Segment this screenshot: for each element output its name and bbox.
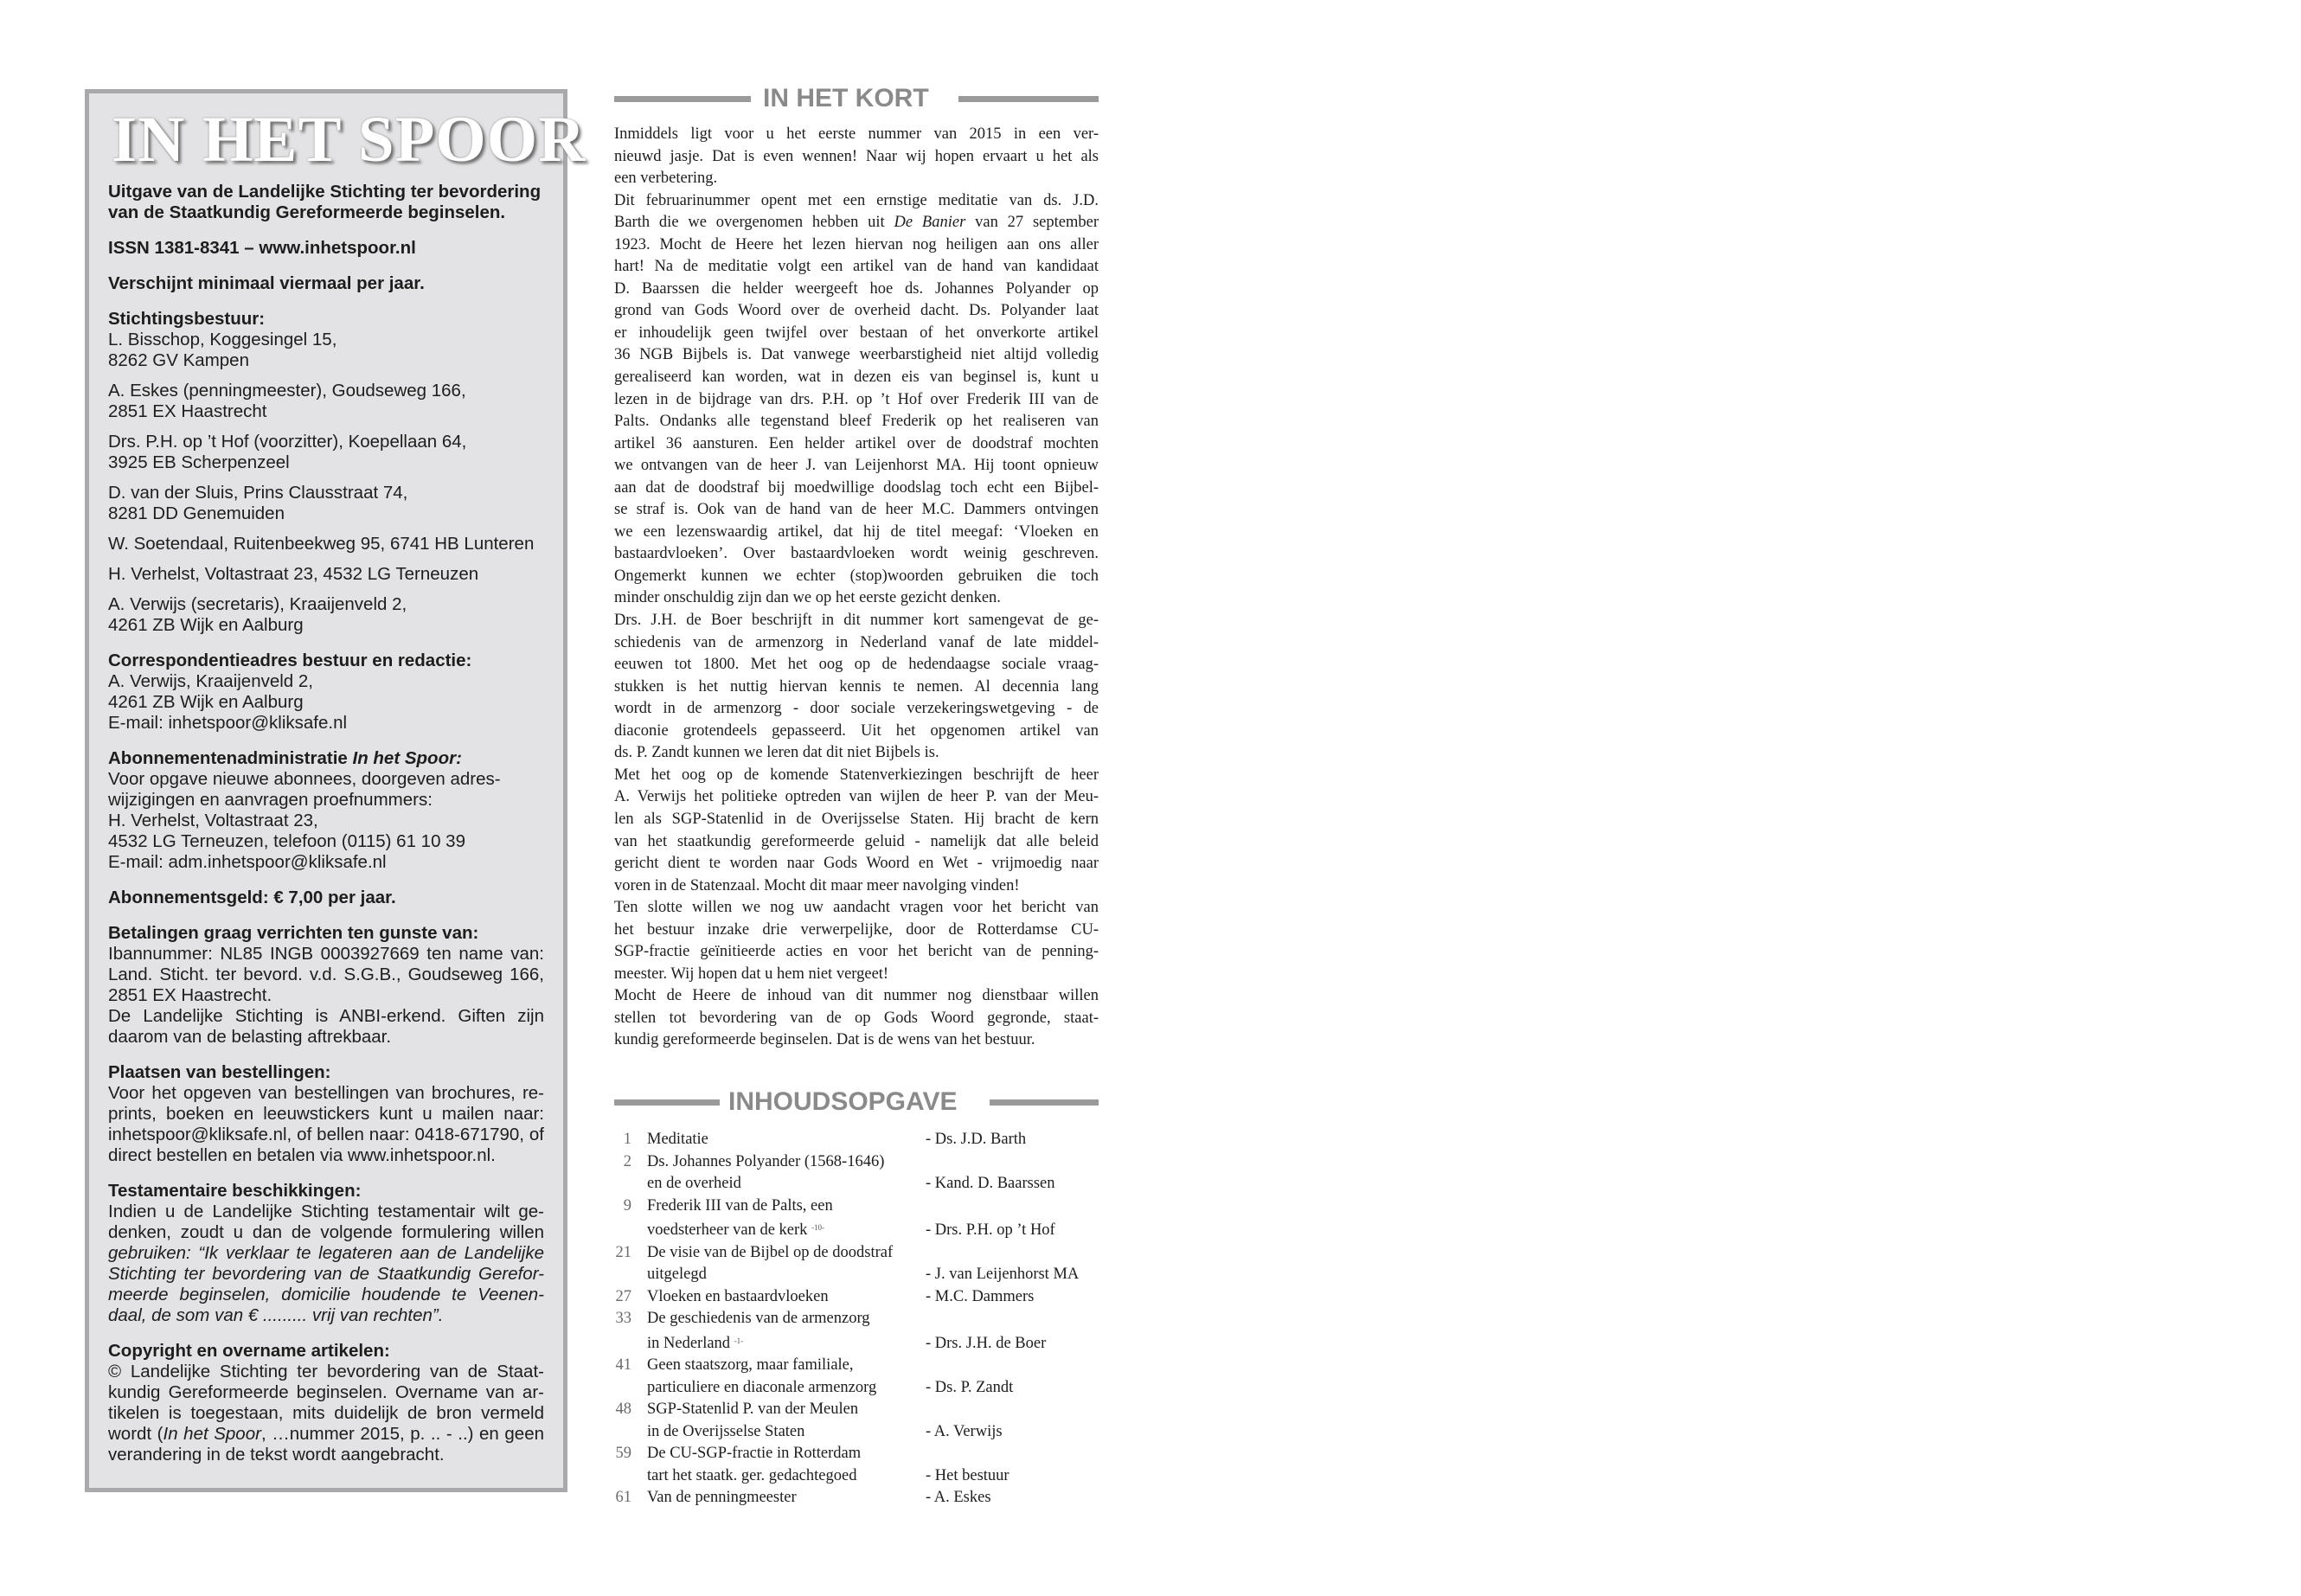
toc-title-line: [647, 1151, 941, 1174]
toc-entry: [612, 1151, 1101, 1195]
toc-entry-title: [647, 1487, 941, 1509]
toc-footnote-marker: -1-: [734, 1336, 744, 1345]
body-line: gericht dient te worden naar Gods Woord en Wet - vrijmoedig naar: [614, 855, 1099, 873]
toc-title-line: [647, 1377, 941, 1400]
toc-title-line: [647, 1421, 941, 1444]
toc-title-line: [647, 1242, 941, 1265]
toc-entry: [612, 1286, 1101, 1309]
toc-page-number: 2: [623, 1152, 631, 1170]
publisher-block: [108, 182, 544, 223]
toc-entry: [612, 1399, 1101, 1443]
toc-author: - M.C. Dammers: [926, 1287, 1035, 1305]
body-line: aan dat de doodstraf bij moedwillige doodslag toch echt een Bijbel-: [614, 478, 1099, 497]
subscription-line: Voor opgave nieuwe abonnees, doorgeven adres-: [108, 769, 501, 789]
toc-title: INHOUDSOPGAVE: [728, 1087, 958, 1116]
testament-line: gebruiken: “Ik verklaar te legateren aan de Landelijke: [108, 1243, 544, 1263]
toc-page-number: 33: [615, 1310, 631, 1327]
body-line: se straf is. Ook van de hand van de heer M.C. Dammers ontvingen: [614, 501, 1099, 519]
board-member-line: D. van der Sluis, Prins Clausstraat 74,: [108, 483, 408, 503]
toc-title-text: Geen staatszorg, maar familiale,: [647, 1356, 854, 1374]
toc-author: - A. Eskes: [926, 1489, 991, 1506]
body-line: Inmiddels ligt voor u het eerste nummer van 2015 in een ver-: [614, 125, 1099, 143]
body-line: meester. Wij hopen dat u hem niet vergeet!: [614, 965, 889, 983]
subscription-heading: [108, 748, 544, 769]
body-line: er inhoudelijk geen twijfel over bestaan of het onverkorte artikel: [614, 324, 1099, 342]
board-heading: Stichtingsbestuur:: [108, 309, 266, 329]
toc-title-text: De visie van de Bijbel op de doodstraf: [647, 1243, 894, 1261]
payments-line: Land. Sticht. ter bevord. v.d. S.G.B., Goudseweg 166,: [108, 965, 544, 984]
toc-page-number: 59: [615, 1445, 631, 1462]
body-line: nieuwd jasje. Dat is even wennen! Naar wij hopen ervaart u het als: [614, 147, 1099, 165]
body-line: A. Verwijs het politieke optreden van wijlen de heer P. van der Meu-: [614, 788, 1099, 806]
copyright-line: wordt (In het Spoor, …nummer 2015, p. .. - ..) en geen: [108, 1424, 544, 1444]
table-of-contents: [612, 1129, 1101, 1509]
toc-title-text: en de overheid: [647, 1175, 741, 1192]
body-line: schiedenis van de armenzorg in Nederland vanaf de late middel-: [614, 633, 1099, 651]
subscription-line: wijzigingen en aanvragen proefnummers:: [108, 790, 433, 810]
magazine-logo: IN HET SPOOR: [112, 104, 586, 176]
board-member-line: L. Bisschop, Koggesingel 15,: [108, 330, 337, 349]
payments-block: [108, 923, 544, 1048]
body-line: van het staatkundig gereformeerde geluid - namelijk dat alle beleid: [614, 832, 1099, 850]
publisher-line: Uitgave van de Landelijke Stichting ter bevordering: [108, 182, 542, 202]
testament-line: meerde beginselen, domicilie houdende te Veenen-: [108, 1285, 544, 1304]
toc-entry: [612, 1195, 1101, 1242]
body-line: een verbetering.: [614, 170, 718, 188]
correspondence-line: 4261 ZB Wijk en Aalburg: [108, 692, 304, 712]
body-line: Barth die we overgenomen hebben uit De Banier van 27 september: [614, 214, 1099, 232]
copyright-line: verandering in de tekst wordt aangebracht.: [108, 1445, 445, 1465]
italic-publication-name: De Banier: [894, 214, 966, 232]
subscription-line: 4532 LG Terneuzen, telefoon (0115) 61 10 39: [108, 831, 465, 851]
toc-entry-title: [647, 1286, 941, 1309]
testament-line: daal, de som van € ......... vrij van rechten”.: [108, 1305, 444, 1325]
toc-title-line: [647, 1487, 941, 1509]
toc-author: - J. van Leijenhorst MA: [926, 1266, 1080, 1283]
toc-entry-title: [647, 1399, 941, 1443]
toc-entry-title: [647, 1195, 941, 1242]
toc-title-line: [647, 1443, 941, 1465]
toc-title-text: Frederik III van de Palts, een: [647, 1196, 833, 1215]
toc-title-text: voedsterheer van de kerk: [647, 1221, 808, 1239]
body-line: lezen in de bijdrage van drs. P.H. op ’t Hof over Frederik III van de: [614, 390, 1099, 408]
in-het-kort-body: [614, 124, 1099, 1052]
toc-author: - Ds. P. Zandt: [926, 1378, 1014, 1396]
toc-title-text: in Nederland: [647, 1334, 731, 1352]
board-member-line: H. Verhelst, Voltastraat 23, 4532 LG Terneuzen: [108, 564, 479, 584]
testament-line: denken, zoudt u dan de volgende formulering willen: [108, 1222, 544, 1242]
correspondence-heading: Correspondentieadres bestuur en redactie:: [108, 651, 472, 670]
in-het-kort-heading: [614, 84, 1099, 119]
testament-line: Stichting ter bevordering van de Staatkundig Gerefor-: [108, 1264, 544, 1284]
issn-text: ISSN 1381-8341 – www.inhetspoor.nl: [108, 238, 416, 258]
toc-title-text: Van de penningmeester: [647, 1489, 797, 1506]
body-line: len als SGP-Statenlid in de Overijsselse Staten. Hij bracht de kern: [614, 810, 1099, 828]
body-line: gerealiseerd kan worden, wat in dezen eis van beginsel is, kunt u: [614, 369, 1099, 387]
board-member-line: A. Eskes (penningmeester), Goudseweg 166,: [108, 381, 466, 401]
board-heading-block: [108, 309, 544, 371]
frequency-block: [108, 273, 544, 294]
publisher-line: van de Staatkundig Gereformeerde beginselen.: [108, 202, 506, 222]
toc-title-text: uitgelegd: [647, 1266, 707, 1283]
body-line: Ten slotte willen we nog uw aandacht vragen voor het bericht van: [614, 899, 1099, 917]
payments-heading: Betalingen graag verrichten ten gunste van:: [108, 923, 479, 943]
subscription-heading-italic: In het Spoor:: [352, 748, 462, 768]
body-line: Palts. Ondanks alle tegenstand bleef Frederik op het realiseren van: [614, 413, 1099, 431]
toc-author: - Kand. D. Baarssen: [926, 1175, 1055, 1192]
toc-entry: [612, 1308, 1101, 1355]
fee-block: [108, 888, 544, 908]
board-member: [108, 594, 544, 636]
payments-line: De Landelijke Stichting is ANBI-erkend. Giften zijn: [108, 1006, 544, 1026]
toc-page-number: 1: [623, 1131, 631, 1148]
board-member: [108, 381, 544, 422]
body-line: stellen tot bevordering van de op Gods Woord gegronde, staat-: [614, 1009, 1099, 1027]
body-line: Dit februarinummer opent met een ernstige meditatie van ds. J.D.: [614, 191, 1099, 209]
correspondence-email: E-mail: inhetspoor@kliksafe.nl: [108, 713, 348, 733]
subscription-block: [108, 748, 544, 873]
body-line: minder onschuldig zijn dan we op het eerste gezicht denken.: [614, 589, 1001, 607]
body-line: 36 NGB Bijbels is. Dat vanwege weerbarstigheid niet altijd volledig: [614, 346, 1099, 364]
board-member: [108, 432, 544, 473]
body-line: 1923. Mocht de Heere het lezen hiervan nog heiligen aan ons aller: [614, 235, 1099, 253]
in-het-kort-title: IN HET KORT: [763, 84, 929, 112]
board-member: [108, 564, 544, 585]
board-member-line: Drs. P.H. op ’t Hof (voorzitter), Koepellaan 64,: [108, 432, 467, 452]
toc-title-line: [647, 1330, 941, 1356]
body-line: Drs. J.H. de Boer beschrijft in dit nummer kort samengevat de ge-: [614, 612, 1099, 630]
body-line: ds. P. Zandt kunnen we leren dat dit niet Bijbels is.: [614, 744, 939, 762]
toc-page-number: 9: [623, 1196, 631, 1215]
body-line: D. Baarssen die helder weergeeft hoe ds. Johannes Polyander op: [614, 279, 1099, 298]
orders-line: inhetspoor@kliksafe.nl, of bellen naar: 0418-671790, of: [108, 1125, 544, 1144]
body-line: we ontvangen van de heer J. van Leijenhorst MA. Hij toont opnieuw: [614, 457, 1099, 475]
heading-rule-left: [614, 96, 751, 102]
orders-block: [108, 1062, 544, 1166]
board-member: [108, 534, 544, 554]
toc-title-line: [647, 1308, 941, 1330]
orders-line: prints, boeken en leeuwstickers kunt u mailen naar:: [108, 1104, 544, 1124]
toc-title-line: [647, 1264, 941, 1286]
toc-heading: [614, 1087, 1099, 1122]
board-member-line: 8262 GV Kampen: [108, 350, 249, 370]
orders-line: Voor het opgeven van bestellingen van brochures, re-: [108, 1083, 544, 1103]
toc-entry-title: [647, 1129, 941, 1151]
toc-author: - Het bestuur: [926, 1466, 1009, 1484]
orders-line: direct bestellen en betalen via www.inhetspoor.nl.: [108, 1145, 496, 1165]
toc-author: - Drs. P.H. op ’t Hof: [926, 1221, 1055, 1239]
toc-entry-title: [647, 1308, 941, 1355]
heading-rule-right: [990, 1099, 1099, 1106]
correspondence-line: A. Verwijs, Kraaijenveld 2,: [108, 671, 314, 691]
toc-title-line: [647, 1286, 941, 1309]
body-line: bastaardvloeken’. Over bastaardvloeken wordt weinig geschreven.: [614, 545, 1099, 563]
body-line: het bestuur inzake drie verwerpelijke, door de Rotterdamse CU-: [614, 920, 1099, 939]
body-line: Ongemerkt kunnen we echter (stop)woorden gebruiken die toch: [614, 567, 1099, 585]
orders-heading: Plaatsen van bestellingen:: [108, 1062, 331, 1082]
board-member-line: 4261 ZB Wijk en Aalburg: [108, 615, 304, 635]
body-line: we een lezenswaardig artikel, dat hij de titel meegaf: ‘Vloeken en: [614, 522, 1099, 541]
toc-entry: [612, 1355, 1101, 1399]
body-line: kundig gereformeerde beginselen. Dat is de wens van het bestuur.: [614, 1031, 1035, 1049]
toc-title-line: [647, 1217, 941, 1242]
toc-title-text: De CU-SGP-fractie in Rotterdam: [647, 1445, 862, 1462]
toc-footnote-marker: -10-: [811, 1223, 825, 1232]
fee-text: Abonnementsgeld: € 7,00 per jaar.: [108, 888, 396, 907]
toc-title-text: Vloeken en bastaardvloeken: [647, 1287, 829, 1305]
testament-heading: Testamentaire beschikkingen:: [108, 1181, 362, 1201]
toc-title-text: De geschiedenis van de armenzorg: [647, 1310, 870, 1327]
copyright-heading: Copyright en overname artikelen:: [108, 1341, 390, 1361]
subscription-line: H. Verhelst, Voltastraat 23,: [108, 811, 318, 830]
toc-title-text: Ds. Johannes Polyander (1568-1646): [647, 1152, 885, 1170]
toc-entry: [612, 1487, 1101, 1509]
testament-line: Indien u de Landelijke Stichting testamentair wilt ge-: [108, 1202, 544, 1221]
toc-entry-title: [647, 1242, 941, 1286]
toc-entry-title: [647, 1443, 941, 1487]
body-line: wordt in de armenzorg - door sociale verzekeringswetgeving - de: [614, 700, 1099, 718]
body-line: stukken is het nuttig hiervan kennis te nemen. Al decennia lang: [614, 677, 1099, 695]
toc-title-line: [647, 1399, 941, 1421]
issn-block: [108, 238, 544, 259]
body-line: hart! Na de meditatie volgt een artikel van de hand van kandidaat: [614, 258, 1099, 276]
copyright-line: tikelen is toegestaan, mits duidelijk de bron vermeld: [108, 1403, 544, 1423]
toc-title-text: Meditatie: [647, 1131, 708, 1148]
body-line: Mocht de Heere de inhoud van dit nummer nog dienstbaar willen: [614, 987, 1099, 1005]
body-line: voren in de Statenzaal. Mocht dit maar meer navolging vinden!: [614, 876, 1020, 894]
toc-page-number: 41: [615, 1356, 631, 1374]
body-line: Met het oog op de komende Statenverkiezingen beschrijft de heer: [614, 766, 1099, 784]
payments-line: 2851 EX Haastrecht.: [108, 985, 272, 1005]
body-line: diaconie grotendeels gepasseerd. Uit het opgenomen artikel van: [614, 721, 1099, 740]
heading-rule-right: [958, 96, 1099, 102]
body-line: SGP-fractie geïnitieerde acties en voor het bericht van de penning-: [614, 943, 1099, 961]
body-line: artikel 36 aansturen. Een helder artikel over de doodstraf mochten: [614, 434, 1099, 452]
toc-entry-title: [647, 1355, 941, 1399]
toc-page-number: 61: [615, 1489, 631, 1506]
toc-author: - A. Verwijs: [926, 1422, 1003, 1440]
copyright-line: © Landelijke Stichting ter bevordering van de Staat-: [108, 1362, 544, 1381]
board-member-line: A. Verwijs (secretaris), Kraaijenveld 2,: [108, 594, 407, 614]
board-member-line: 8281 DD Genemuiden: [108, 503, 285, 523]
heading-rule-left: [614, 1099, 720, 1106]
toc-title-text: particuliere en diaconale armenzorg: [647, 1378, 877, 1396]
payments-line: daarom van de belasting aftrekbaar.: [108, 1027, 392, 1047]
toc-title-text: tart het staatk. ger. gedachtegoed: [647, 1466, 857, 1484]
toc-entry: [612, 1242, 1101, 1286]
body-line: grond van Gods Woord over de overheid dacht. Ds. Polyander laat: [614, 302, 1099, 320]
frequency-text: Verschijnt minimaal viermaal per jaar.: [108, 273, 425, 293]
toc-entry-title: [647, 1151, 941, 1195]
toc-author: - Ds. J.D. Barth: [926, 1131, 1027, 1148]
toc-title-line: [647, 1129, 941, 1151]
toc-title-text: SGP-Statenlid P. van der Meulen: [647, 1401, 859, 1418]
toc-page-number: 27: [615, 1287, 631, 1305]
copyright-block: [108, 1341, 544, 1465]
subscription-email: E-mail: adm.inhetspoor@kliksafe.nl: [108, 852, 387, 872]
board-member-line: 3925 EB Scherpenzeel: [108, 452, 290, 472]
toc-title-line: [647, 1465, 941, 1488]
toc-title-line: [647, 1173, 941, 1195]
body-line: eeuwen tot 1800. Met het oog op de hedendaagse sociale vraag-: [614, 656, 1099, 674]
subscription-heading-text: Abonnementenadministratie: [108, 748, 348, 768]
toc-page-number: 21: [615, 1243, 631, 1261]
toc-entry: [612, 1443, 1101, 1487]
correspondence-block: [108, 651, 544, 734]
colophon-sidebar: [85, 89, 586, 1492]
board-member: [108, 483, 544, 524]
board-member-line: W. Soetendaal, Ruitenbeekweg 95, 6741 HB Lunteren: [108, 534, 535, 554]
toc-title-line: [647, 1195, 941, 1218]
toc-entry: [612, 1129, 1101, 1151]
copyright-line: kundig Gereformeerde beginselen. Overname van ar-: [108, 1382, 544, 1402]
italic-magazine-name: In het Spoor: [163, 1424, 261, 1444]
toc-title-line: [647, 1355, 941, 1377]
toc-page-number: 48: [615, 1401, 631, 1418]
board-member-line: 2851 EX Haastrecht: [108, 401, 267, 421]
toc-title-text: in de Overijsselse Staten: [647, 1422, 805, 1440]
testament-block: [108, 1181, 544, 1326]
toc-author: - Drs. J.H. de Boer: [926, 1334, 1047, 1352]
payments-line: Ibannummer: NL85 INGB 0003927669 ten name van:: [108, 944, 544, 964]
